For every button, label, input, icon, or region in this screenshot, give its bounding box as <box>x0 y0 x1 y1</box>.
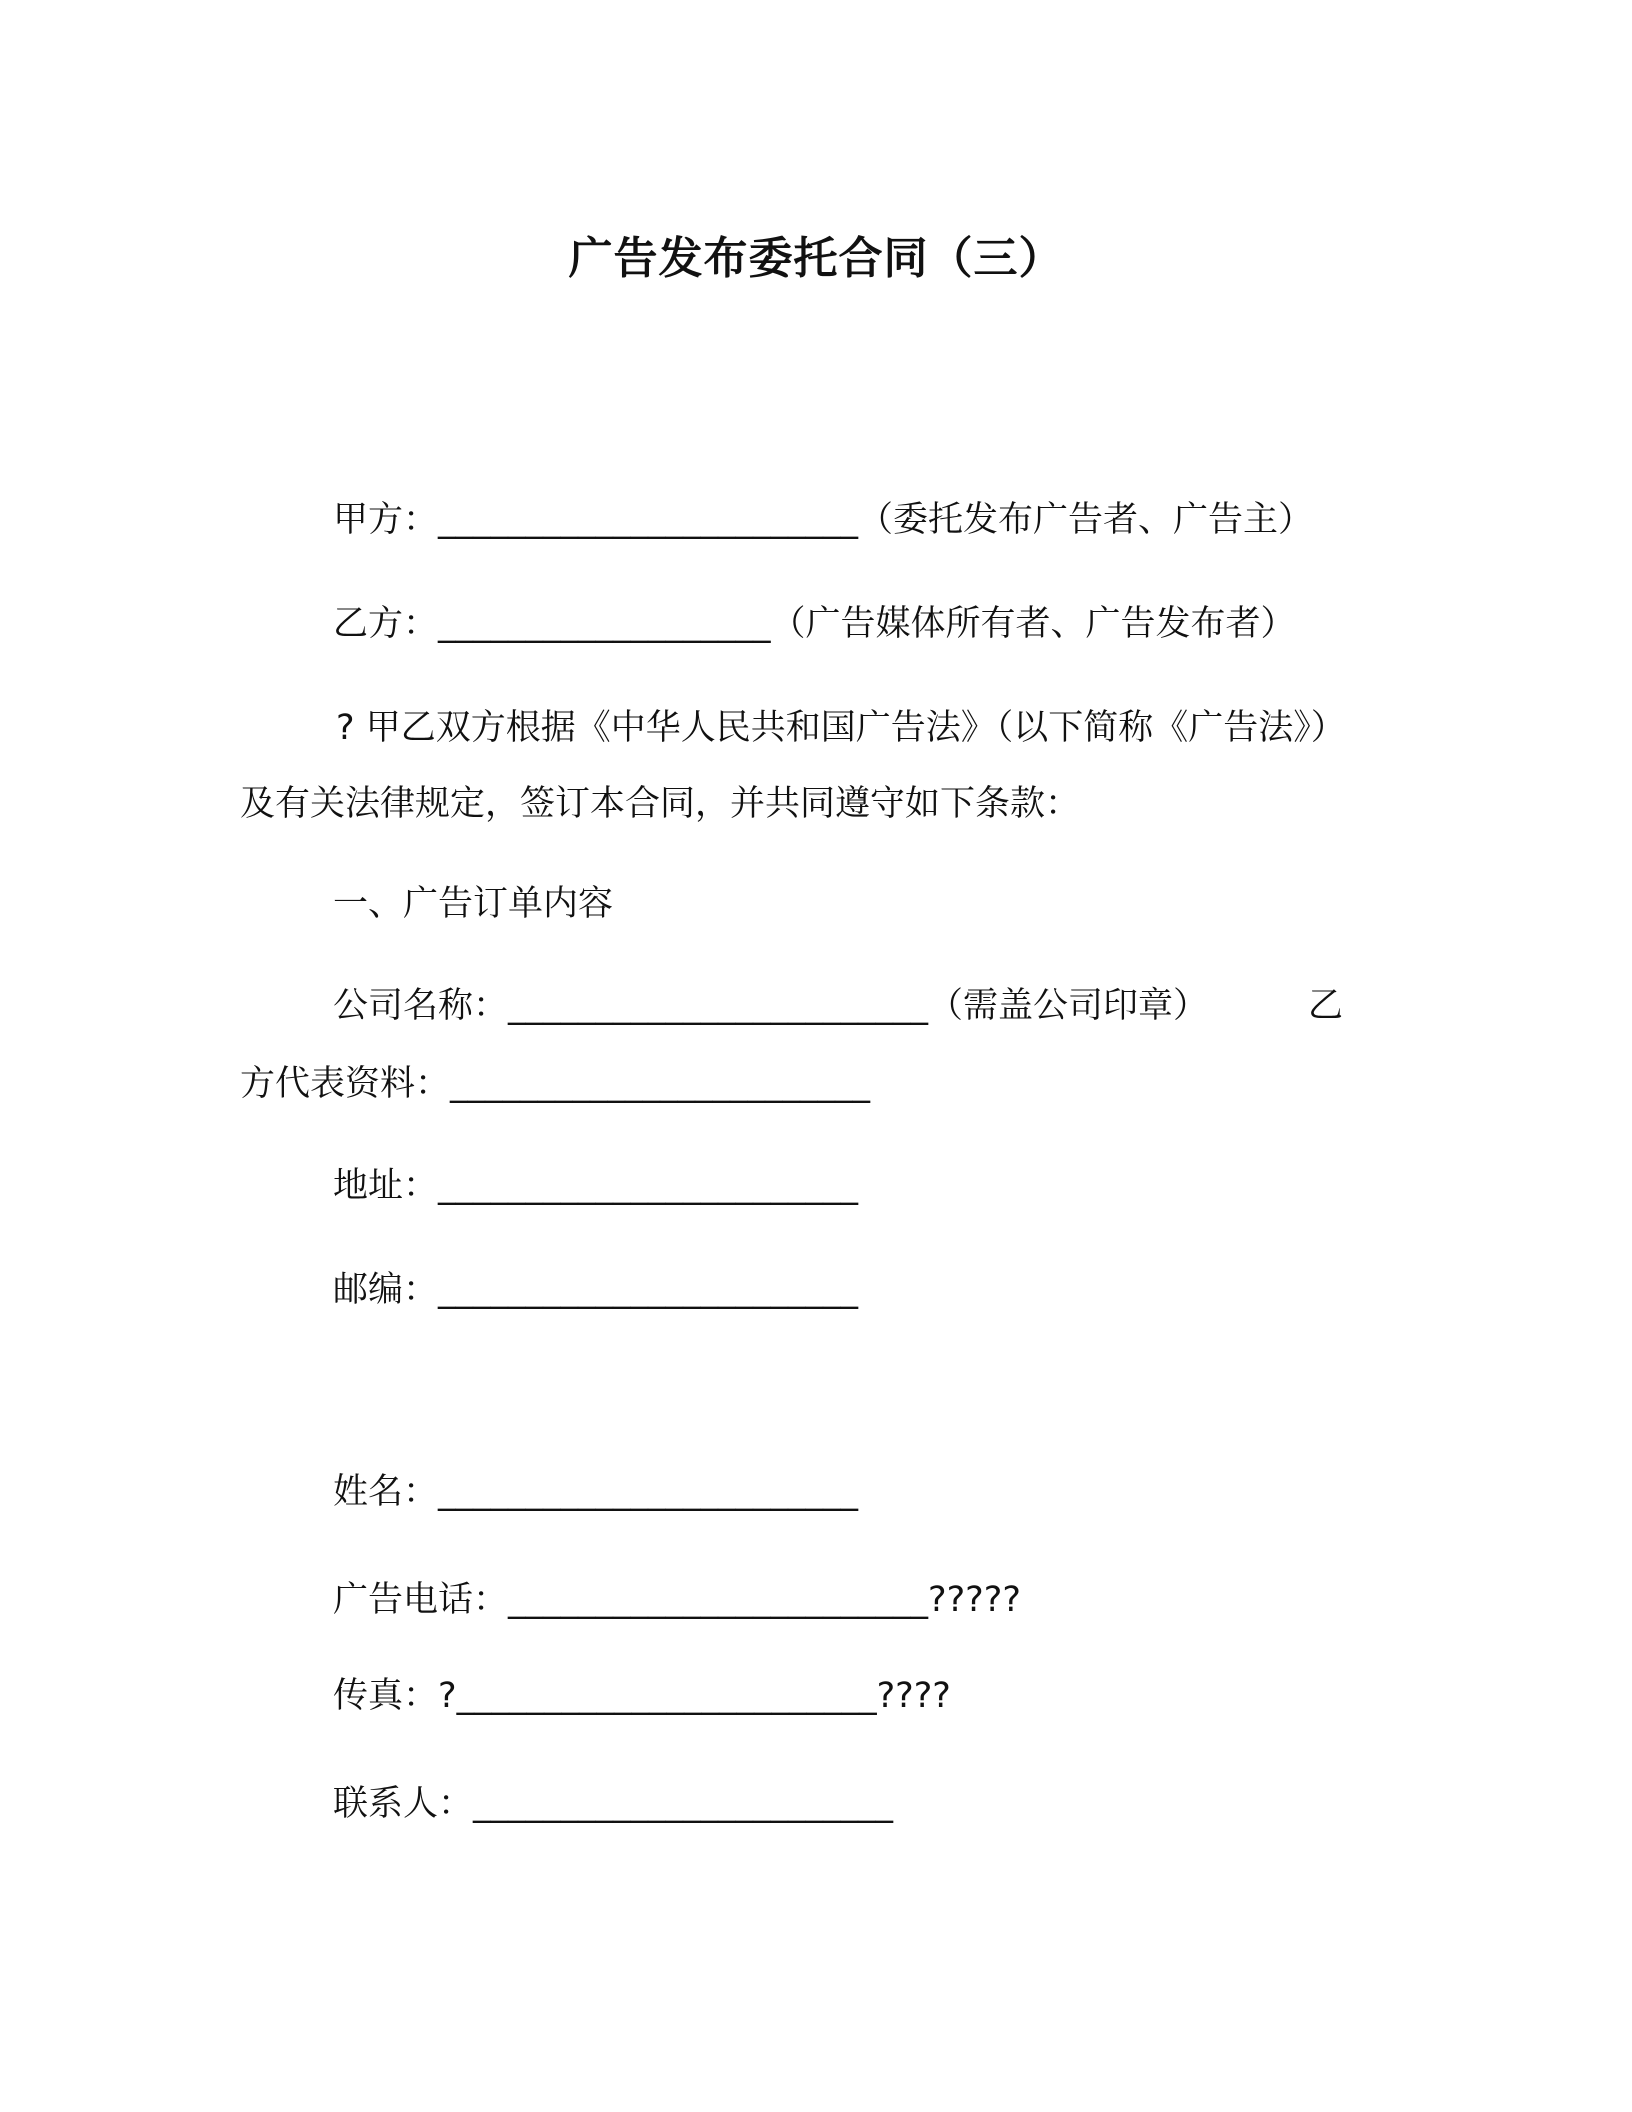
company-trail: 乙 <box>1308 986 1344 1026</box>
party-a-note: （委托发布广告者、广告主） <box>858 500 1314 540</box>
contact-label: 联系人： <box>333 1784 474 1824</box>
name-line <box>333 1468 858 1516</box>
intro-paragraph: ? 甲乙双方根据《中华人民共和国广告法》（以下简称《广告法》）及有关法律规定，签订本合同，并共同遵守如下条款： <box>240 708 1346 824</box>
company-blank: ________________________ <box>508 986 929 1026</box>
party-b-note: （广告媒体所有者、广告发布者） <box>770 604 1296 644</box>
rep-info-blank: ________________________ <box>450 1064 871 1104</box>
postcode-blank: ________________________ <box>438 1270 859 1310</box>
ad-phone-blank: ________________________ <box>508 1580 929 1620</box>
document-title: 广告发布委托合同（三） <box>568 233 1064 284</box>
address-blank: ________________________ <box>438 1166 859 1206</box>
ad-phone-label: 广告电话： <box>333 1580 509 1620</box>
address-label: 地址： <box>333 1166 439 1206</box>
fax-blank: ________________________ <box>456 1676 877 1716</box>
name-label: 姓名： <box>333 1472 439 1512</box>
rep-info-line <box>240 1060 870 1108</box>
address-line <box>333 1162 858 1210</box>
party-b-label: 乙方： <box>333 604 439 644</box>
company-note: （需盖公司印章） <box>928 986 1209 1026</box>
section1-heading: 一、广告订单内容 <box>333 884 614 924</box>
party-a-blank: ________________________ <box>438 500 859 540</box>
contact-line <box>333 1780 893 1828</box>
party-b-blank: ___________________ <box>438 604 771 644</box>
fax-line <box>333 1672 951 1720</box>
company-label: 公司名称： <box>333 986 509 1026</box>
company-line <box>333 982 1208 1030</box>
name-blank: ________________________ <box>438 1472 859 1512</box>
contact-blank: ________________________ <box>473 1784 894 1824</box>
party-b-line <box>333 600 1296 648</box>
ad-phone-line <box>333 1576 1021 1624</box>
fax-label: 传真：? <box>333 1676 457 1716</box>
postcode-label: 邮编： <box>333 1270 439 1310</box>
fax-trail: ???? <box>876 1676 951 1716</box>
party-a-label: 甲方： <box>333 500 439 540</box>
rep-info-label: 方代表资料： <box>240 1064 451 1104</box>
postcode-line <box>333 1266 858 1314</box>
ad-phone-trail: ????? <box>928 1580 1021 1620</box>
party-a-line <box>333 496 1313 544</box>
